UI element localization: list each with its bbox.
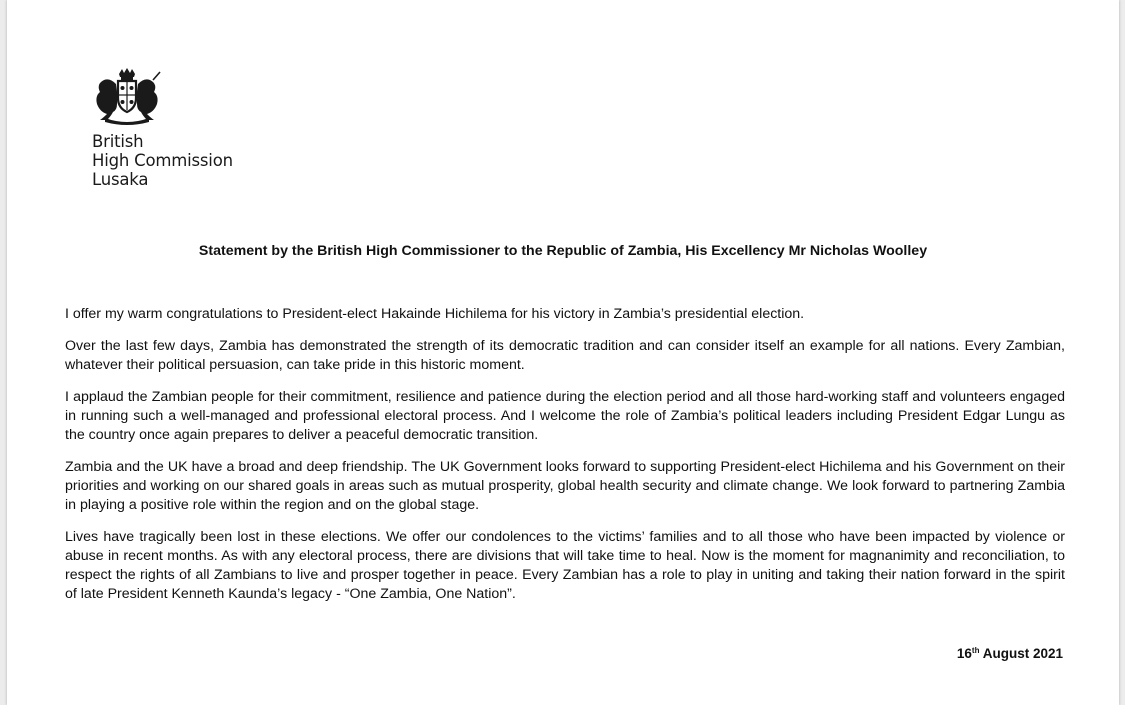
org-line-high-commission: High Commission <box>92 151 233 170</box>
paragraph: Zambia and the UK have a broad and deep friendship. The UK Government looks forward to supporting President-elect Hichilema and his Government on their priorities and working on our shared goals in areas such as mutual prosperity, global health security and climate change. We look forward to partnering Zambia in playing a positive role within the region and on the global stage. <box>65 459 1065 513</box>
paragraph: Lives have tragically been lost in these elections. We offer our condolences to the victims’ families and to all those who have been impacted by violence or abuse in recent months. As with any electoral process, there are divisions that will take time to heal. Now is the moment for magnanimity and reconciliation, to respect the rights of all Zambians to live and prosper together in peace. Every Zambian has a role to play in uniting and taking their nation forward in the spirit of late President Kenneth Kaunda’s legacy - “One Zambia, One Nation”. <box>65 529 1065 602</box>
date-day: 16 <box>956 646 972 661</box>
paragraph: Over the last few days, Zambia has demonstrated the strength of its democratic tradition and can consider itself an example for all nations. Every Zambian, whatever their political persuasion, can take pride in this historic moment. <box>65 338 1065 373</box>
paragraph: I applaud the Zambian people for their commitment, resilience and patience during the election period and all those hard-working staff and volunteers engaged in running such a well-managed and professional electoral process. And I welcome the role of Zambia’s political leaders including President Edgar Lungu as the country once again prepares to deliver a peaceful democratic transition. <box>65 389 1065 443</box>
letterhead-logo <box>91 66 251 196</box>
date-suffix: th <box>971 646 980 655</box>
org-line-british: British <box>92 132 144 151</box>
royal-coat-of-arms-icon <box>91 66 163 126</box>
statement-title: Statement by the British High Commissioner to the Republic of Zambia, His Excellency Mr Nicholas Woolley <box>198 243 928 259</box>
org-line-lusaka: Lusaka <box>92 170 149 189</box>
organisation-name <box>92 132 233 189</box>
statement-date <box>957 646 1063 661</box>
date-month-year: August 2021 <box>979 646 1063 661</box>
paragraph: I offer my warm congratulations to President-elect Hakainde Hichilema for his victory in Zambia’s presidential election. <box>65 306 805 322</box>
statement-body <box>65 305 1065 617</box>
document-page <box>7 0 1119 705</box>
